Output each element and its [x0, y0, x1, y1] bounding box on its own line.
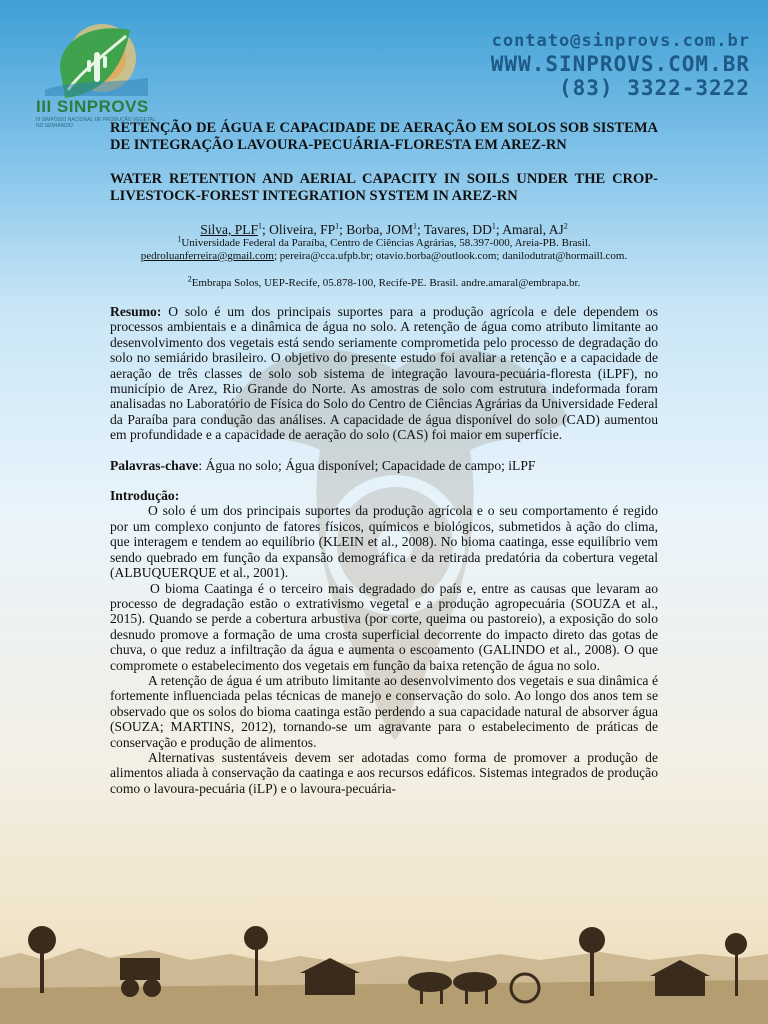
contact-block — [491, 30, 750, 100]
abstract — [110, 304, 658, 443]
abstract-text: O solo é um dos principais suportes para a produção agrícola e dele dependem os processos ambientais e a dinâmica de água no solo. A retenção de água como atributo limitante ao desenvolvimento dos vegetais está sendo seriamente comprometida pelo processo de degradação do solo no semiárido brasileiro. O objetivo do presente estudo foi avaliar a retenção e a capacidade de aeração de três classes de solo sob sistema de integração lavoura-pecuária-floresta (iLPF), no município de Arez, Rio Grande do Norte. As amostras de solo com estrutura indeformada foram analisadas no Laboratório de Física do Solo do Centro de Ciências Agrárias da Universidade Federal da Paraíba para condução das análises. A capacidade de água disponível do solo (CAD) aumentou em profundidade e a capacidade de aeração do solo (CAS) foi maior em superfície. — [110, 304, 658, 443]
keywords-label: Palavras-chave — [110, 457, 199, 473]
logo-name: III SINPROVS — [36, 97, 149, 116]
author-4: ; Tavares, DD — [416, 222, 492, 237]
contact-email[interactable]: contato@sinprovs.com.br — [491, 31, 750, 51]
affiliation-2 — [110, 274, 658, 290]
rural-scene-footer — [0, 918, 768, 1024]
keywords-text: : Água no solo; Água disponível; Capacidade de campo; iLPF — [198, 457, 536, 473]
intro-paragraph-3: A retenção de água é um atributo limitante ao desenvolvimento dos vegetais e sua dinâmica é fortemente influenciada pelas técnicas de manejo e conservação do solo. Ao longo dos anos tem se observado que os solos do bioma caatinga estão perdendo a sua capacidade natural de absorver água (SOUZA; MARTINS, 2012), tornando-se um agravante para o estabelecimento de práticas de conservação e produção de alimentos. — [110, 672, 658, 750]
intro-paragraph-2: O bioma Caatinga é o terceiro mais degradado do país e, entre as causas que levaram ao processo de degradação estão o extrativismo vegetal e a produção agropecuária (SOUZA et al., 2015). Quando se perde a cobertura arbustiva (por corte, queima ou pastoreio), a exposição do solo desnudo promove a formação de uma crosta superficial decorrente do impacto direto das gotas de chuva, o que reduz a infiltração da água e aumenta o escoamento (GALINDO et al., 2008). O que compromete o estabelecimento dos vegetais em função da baixa retenção de água no solo. — [110, 580, 658, 673]
author-1: Silva, PLF — [200, 222, 258, 237]
author-2: ; Oliveira, FP — [261, 222, 336, 237]
affiliation-1-sup: 1 — [177, 234, 182, 244]
page-header — [0, 0, 768, 129]
intro-paragraph-1: O solo é um dos principais suportes da produção agrícola e o seu comportamento é regido por um complexo conjunto de fatores físicos, químicos e biológicos, submetidos à ação do clima, que interagem e tendem ao equilíbrio (KLEIN et al., 2008). No bioma caatinga, esse equilíbrio vem sendo quebrado em função da expansão demográfica e da retirada predatória da cobertura vegetal (ALBUQUERQUE et al., 2001). — [110, 503, 658, 581]
author-emails: ; pereira@cca.ufpb.br; otavio.borba@outlook.com; danilodutrat@hormaill.com. — [273, 250, 628, 262]
author-5-sup: 2 — [563, 221, 568, 231]
author-list — [110, 222, 658, 237]
author-4-sup: 1 — [491, 221, 496, 231]
logo-subtitle: III SIMPÓSIO NACIONAL DE PRODUÇÃO VEGETAL NO SEMIÁRIDO — [36, 117, 156, 129]
contact-phone: (83) 3322-3222 — [558, 76, 750, 100]
corresponding-email[interactable]: pedroluanferreira@gmail.com — [140, 250, 274, 262]
affiliation-2-text: Embrapa Solos, UEP-Recife, 05.878-100, Recife-PE. Brasil. andre.amaral@embrapa.br. — [191, 277, 581, 289]
author-3-sup: 1 — [412, 221, 417, 231]
keywords — [110, 458, 658, 473]
paper-content — [110, 120, 658, 796]
author-1-sup: 1 — [257, 221, 262, 231]
abstract-label: Resumo: — [110, 304, 162, 319]
intro-paragraph-4: Alternativas sustentáveis devem ser adotadas como forma de promover a produção de alimentos aliada à conservação da caatinga e aos recursos edáficos. Sistemas integrados de produção como o lavoura-pecuária (iLP) e o lavoura-pecuária- — [110, 749, 658, 796]
author-2-sup: 1 — [335, 221, 340, 231]
author-5: ; Amaral, AJ — [495, 222, 564, 237]
title-english: WATER RETENTION AND AERIAL CAPACITY IN SOILS UNDER THE CROP-LIVESTOCK-FOREST INTEGRATION SYSTEM IN AREZ-RN — [110, 171, 658, 204]
author-3: ; Borba, JOM — [339, 222, 413, 237]
title-portuguese: RETENÇÃO DE ÁGUA E CAPACIDADE DE AERAÇÃO EM SOLOS SOB SISTEMA DE INTEGRAÇÃO LAVOURA-PECUÁRIA-FLORESTA EM AREZ-RN — [110, 120, 658, 153]
affiliation-1-text: Universidade Federal da Paraíba, Centro de Ciências Agrárias, 58.397-000, Areia-PB. Brasil. — [181, 237, 591, 249]
contact-website[interactable]: WWW.SINPROVS.COM.BR — [490, 52, 750, 76]
introduction-heading: Introdução: — [110, 488, 180, 504]
affiliation-1 — [110, 234, 658, 263]
affiliation-2-sup: 2 — [187, 274, 192, 284]
